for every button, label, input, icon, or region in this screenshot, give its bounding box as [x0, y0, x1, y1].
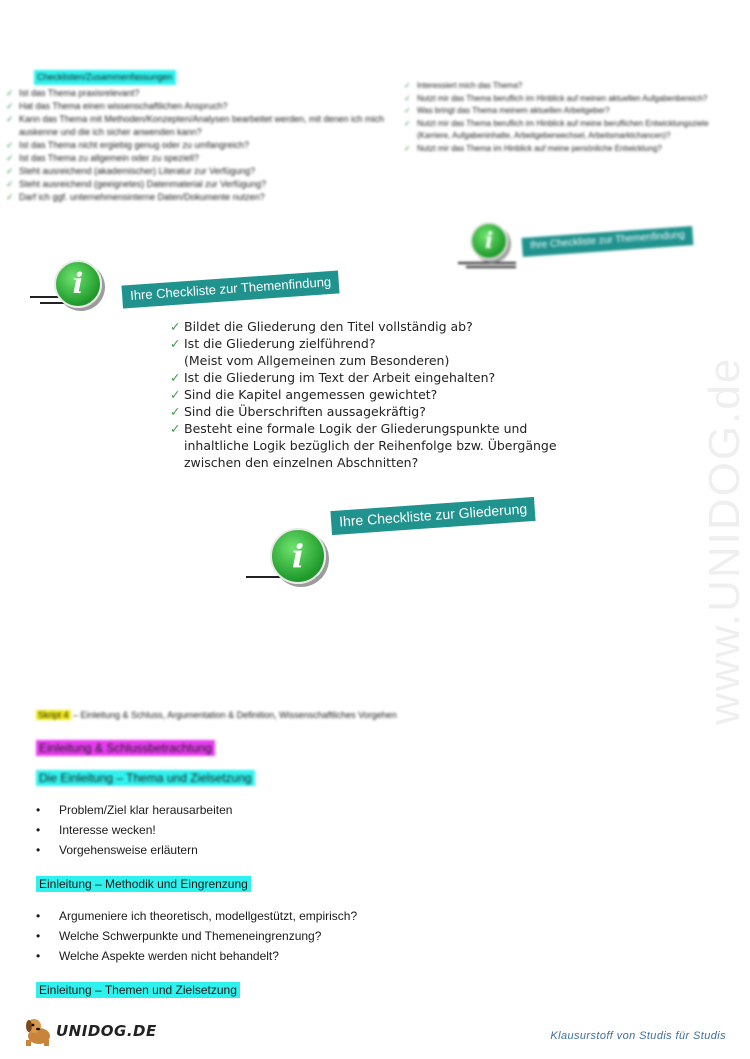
bullet-list	[36, 800, 716, 860]
document-page: www.UNIDOG.de Checklisten/Zusammenfassungen ✓ Ist das Thema praxisrelevant? ✓ Hat das Thema einen wissenschaftlichen Anspruch? ✓ Kann das Thema mit Methoden/Konzepten/Analysen bearbeitet werden, mit denen ich mich auskenne und die ich sicher anwenden kann? ✓ Ist das Thema nicht ergiebig genug oder zu umfangreich? ✓ Ist das Thema zu allgemein oder zu speziell? ✓ Steht ausreichend (akademischer) Literatur zur Verfügung? ✓ Steht ausreichend (geeignetes) Datenmaterial zur Verfügung? ✓ Darf ich ggf. unternehmensinterne Daten/Dokumente nutzen? ✓ Interessiert mich das Thema? ✓ Nutzt mir das Thema beruflich im Hinblick auf meinen aktuellen Aufgabenbereich? ✓ Was bringt das Thema meinem aktuellen Arbeitgeber? ✓ Nutzt mir das Thema beruflich im Hinblick auf meine beruflichen Entwicklungsziele (Karriere, Aufgabeninhalte, Arbeitgeberwechsel, Arbeitsmarktchancen)? ✓ Nutzt mir das Thema im Hinblick auf meine persönliche Entwicklung? i Ihre Checkliste zur Themenfindung i Ihre Checkliste zur Themenfindung ✓ Bildet die Gliederung den Titel vollständig ab? ✓ Ist die Gliederung zielführend? (Meist vom Allgemeinen zum Besonderen) ✓ Ist die Gliederung im Text der Arbeit eingehalten? ✓ Sind die Kapitel angemessen gewichtet? ✓ Sind die Überschriften aussagekräftig? ✓ Besteht eine formale Logik der Gliederungspunkte und inhaltliche Logik bezüglich der Reihenfolge bzw. Übergänge zwischen den einzelnen Abschnitten? i Ihre Checkliste zur Gliederung Skript 4 – Einleitung & Schluss, Argumentation & Definition, Wissenschaftliches Vorgehen Einleitung & Schlussbetrachtung Die Einleitung – Thema und Zielsetzung • Problem/Ziel klar herausarbeiten • Interesse wecken! • Vorgehensweise erläutern Einleitung – Methodik und Eingrenzung • Argumeniere ich theoretisch, modellgestützt, empirisch? • Welche Schwerpunkte und Themeneingrenzung? • Welche Aspekte werden nicht behandelt? Einleitung – Themen und Zielsetzung UNIDOG.DE Klausurstoff von Studis für Studis	[0, 0, 750, 1059]
list-item: • Problem/Ziel klar herausarbeiten	[36, 800, 716, 820]
section-title: Einleitung & Schlussbetrachtung	[36, 740, 215, 756]
dog-icon	[22, 1014, 56, 1048]
list-item: ✓ Bildet die Gliederung den Titel vollständig ab?	[170, 318, 590, 335]
topic-checklist-left	[6, 70, 398, 204]
list-item: • Argumeniere ich theoretisch, modellgestützt, empirisch?	[36, 906, 716, 926]
list-item: ✓ Nutzt mir das Thema beruflich im Hinblick auf meine beruflichen Entwicklungsziele (Karriere, Aufgabeninhalte, Arbeitgeberwechsel, Arbeitsmarktchancen)?	[404, 118, 734, 143]
list-item: ✓ Nutzt mir das Thema im Hinblick auf meine persönliche Entwicklung?	[404, 143, 734, 156]
structure-checklist	[170, 318, 590, 471]
topic-checklist-right-items	[404, 80, 734, 155]
banner-topic-finding: Ihre Checkliste zur Themenfindung	[121, 270, 339, 308]
watermark: www.UNIDOG.de	[700, 356, 749, 725]
list-item: ✓ Ist die Gliederung im Text der Arbeit eingehalten?	[170, 369, 590, 386]
logo-text: UNIDOG.DE	[56, 1022, 157, 1040]
list-item: • Interesse wecken!	[36, 820, 716, 840]
skript-text: – Einleitung & Schluss, Argumentation & Definition, Wissenschaftliches Vorgehen	[70, 710, 397, 720]
footer-tagline: Klausurstoff von Studis für Studis	[550, 1030, 726, 1042]
banner-structure: Ihre Checkliste zur Gliederung	[330, 497, 535, 535]
banner-topic-right: Ihre Checkliste zur Themenfindung	[522, 226, 694, 257]
list-item: ✓ Steht ausreichend (akademischer) Literatur zur Verfügung?	[6, 165, 398, 178]
document-body	[36, 710, 716, 998]
list-item: ✓ Steht ausreichend (geeignetes) Datenmaterial zur Verfügung?	[6, 178, 398, 191]
list-item: • Welche Schwerpunkte und Themeneingrenzung?	[36, 926, 716, 946]
list-item: ✓ Ist das Thema nicht ergiebig genug oder zu umfangreich?	[6, 139, 398, 152]
subsection-title: Einleitung – Themen und Zielsetzung	[36, 982, 240, 998]
list-item: ✓ Sind die Überschriften aussagekräftig?	[170, 403, 590, 420]
skript-line	[36, 710, 716, 720]
list-item: ✓ Besteht eine formale Logik der Gliederungspunkte und inhaltliche Logik bezüglich der Reihenfolge bzw. Übergänge zwischen den einzelnen Abschnitten?	[170, 420, 590, 471]
list-item: ✓ Was bringt das Thema meinem aktuellen Arbeitgeber?	[404, 105, 734, 118]
list-item: ✓ Ist das Thema zu allgemein oder zu speziell?	[6, 152, 398, 165]
list-item: ✓ Ist die Gliederung zielführend? (Meist vom Allgemeinen zum Besonderen)	[170, 335, 590, 369]
skript-label: Skript 4	[38, 710, 69, 720]
list-item: ✓ Darf ich ggf. unternehmensinterne Daten/Dokumente nutzen?	[6, 191, 398, 204]
list-item: • Welche Aspekte werden nicht behandelt?	[36, 946, 716, 966]
checklist-heading: Checklisten/Zusammenfassungen	[34, 70, 176, 85]
list-item: ✓ Hat das Thema einen wissenschaftlichen Anspruch?	[6, 100, 398, 113]
unidog-logo	[22, 1014, 162, 1048]
topic-checklist-right	[404, 80, 734, 155]
topic-checklist-items	[6, 87, 398, 204]
list-item: ✓ Ist das Thema praxisrelevant?	[6, 87, 398, 100]
bullet-list	[36, 906, 716, 966]
list-item: • Vorgehensweise erläutern	[36, 840, 716, 860]
subsection-title: Die Einleitung – Thema und Zielsetzung	[36, 770, 255, 786]
list-item: ✓ Nutzt mir das Thema beruflich im Hinblick auf meinen aktuellen Aufgabenbereich?	[404, 93, 734, 106]
subsection-title: Einleitung – Methodik und Eingrenzung	[36, 876, 251, 892]
list-item: ✓ Sind die Kapitel angemessen gewichtet?	[170, 386, 590, 403]
list-item: ✓ Kann das Thema mit Methoden/Konzepten/Analysen bearbeitet werden, mit denen ich mich auskenne und die ich sicher anwenden kann?	[6, 113, 398, 139]
list-item: ✓ Interessiert mich das Thema?	[404, 80, 734, 93]
